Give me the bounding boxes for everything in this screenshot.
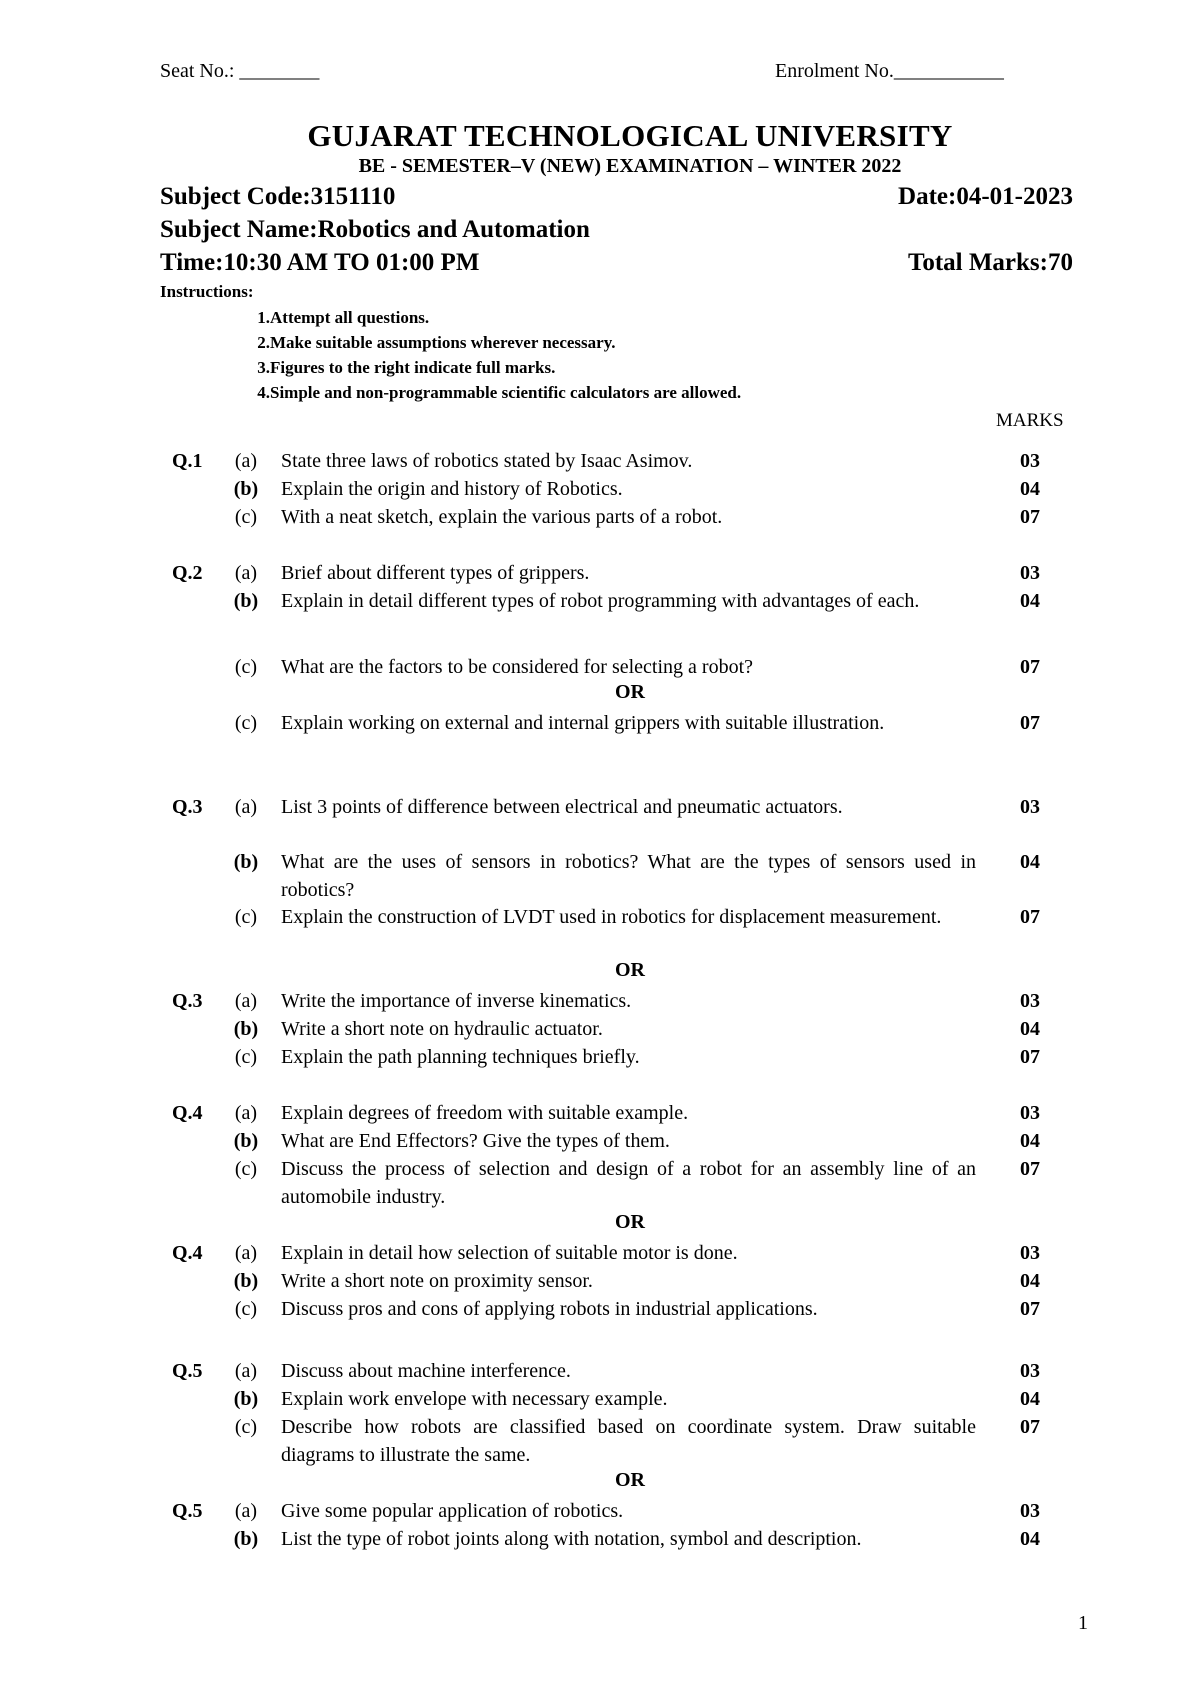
question-text: Explain the origin and history of Robotics. [281, 478, 623, 500]
question-marks: 07 [1020, 906, 1040, 928]
question-marks: 03 [1020, 796, 1040, 818]
question-number: Q.3 [172, 990, 203, 1012]
instruction-item: 1. Attempt all questions. [257, 308, 430, 327]
question-text: List 3 points of difference between electrical and pneumatic actuators. [281, 796, 843, 818]
question-text: State three laws of robotics stated by Isaac Asimov. [281, 450, 693, 472]
question-number: Q.5 [172, 1360, 203, 1382]
question-part: (c) [234, 506, 258, 528]
question-part: (b) [233, 1130, 259, 1152]
question-marks: 03 [1020, 990, 1040, 1012]
question-part: (b) [233, 478, 259, 500]
question-part: (c) [234, 656, 258, 678]
question-part: (a) [234, 562, 258, 584]
question-text: With a neat sketch, explain the various parts of a robot. [281, 506, 723, 528]
instruction-item: 4. Simple and non-programmable scientific calculators are allowed. [257, 383, 742, 402]
question-number: Q.2 [172, 562, 203, 584]
question-part: (c) [234, 906, 258, 928]
question-marks: 03 [1020, 1242, 1040, 1264]
marks-column-header: MARKS [996, 410, 1064, 431]
time-row [160, 249, 1073, 277]
question-part: (a) [234, 1500, 258, 1522]
question-part: (a) [234, 1102, 258, 1124]
question-part: (b) [233, 590, 259, 612]
question-marks: 03 [1020, 450, 1040, 472]
question-marks: 03 [1020, 1500, 1040, 1522]
question-number: Q.3 [172, 796, 203, 818]
or-separator: OR [615, 959, 645, 981]
question-marks: 07 [1020, 712, 1040, 734]
exam-title: BE - SEMESTER–V (NEW) EXAMINATION – WINTER 2022 [358, 155, 902, 177]
question-text: Explain in detail how selection of suitable motor is done. [281, 1242, 738, 1264]
question-part: (a) [234, 1360, 258, 1382]
or-separator: OR [615, 681, 645, 703]
question-part: (a) [234, 990, 258, 1012]
question-marks: 03 [1020, 1102, 1040, 1124]
question-text: What are the factors to be considered for selecting a robot? [281, 656, 754, 678]
question-marks: 07 [1020, 1298, 1040, 1320]
question-text: Discuss about machine interference. [281, 1360, 571, 1382]
question-text: Explain working on external and internal grippers with suitable illustration. [281, 712, 885, 734]
question-text: Explain the path planning techniques briefly. [281, 1046, 640, 1068]
question-marks: 07 [1020, 656, 1040, 678]
question-part: (c) [234, 1158, 258, 1180]
question-marks: 07 [1020, 506, 1040, 528]
question-marks: 04 [1020, 851, 1040, 873]
question-marks: 04 [1020, 478, 1040, 500]
enrolment-number-field: Enrolment No.___________ [775, 60, 1004, 82]
question-part: (c) [234, 1298, 258, 1320]
exam-time: Time:10:30 AM TO 01:00 PM [160, 249, 480, 276]
question-marks: 07 [1020, 1046, 1040, 1068]
seat-number-field: Seat No.: ________ [160, 60, 320, 82]
question-part: (c) [234, 1046, 258, 1068]
subject-code: Subject Code:3151110 [160, 183, 396, 210]
question-marks: 04 [1020, 1388, 1040, 1410]
question-marks: 03 [1020, 562, 1040, 584]
question-text: Explain work envelope with necessary example. [281, 1388, 668, 1410]
question-part: (a) [234, 450, 258, 472]
question-text: Describe how robots are classified based on coordinate system. Draw suitable diagrams to illustrate the same. [281, 1416, 976, 1466]
question-marks: 03 [1020, 1360, 1040, 1382]
or-separator: OR [615, 1469, 645, 1491]
question-text: List the type of robot joints along with notation, symbol and description. [281, 1528, 862, 1550]
subject-name: Subject Name:Robotics and Automation [160, 216, 590, 243]
question-part: (b) [233, 1270, 259, 1292]
instruction-item: 2. Make suitable assumptions wherever necessary. [257, 333, 616, 352]
question-text: Give some popular application of robotics. [281, 1500, 624, 1522]
total-marks: Total Marks:70 [907, 249, 1073, 276]
question-marks: 04 [1020, 1270, 1040, 1292]
question-number: Q.4 [172, 1102, 203, 1124]
question-text: Explain in detail different types of robot programming with advantages of each. [281, 590, 920, 612]
question-marks: 04 [1020, 1018, 1040, 1040]
instruction-item: 3. Figures to the right indicate full marks. [257, 358, 556, 377]
question-marks: 04 [1020, 590, 1040, 612]
subject-name-row [160, 216, 1073, 244]
question-part: (a) [234, 1242, 258, 1264]
question-marks: 04 [1020, 1130, 1040, 1152]
or-separator: OR [615, 1211, 645, 1233]
question-marks: 07 [1020, 1416, 1040, 1438]
page-number: 1 [1078, 1612, 1088, 1634]
instructions-title: Instructions: [160, 282, 254, 301]
question-part: (b) [233, 1018, 259, 1040]
question-part: (b) [233, 1388, 259, 1410]
question-text: Brief about different types of grippers. [281, 562, 590, 584]
question-marks: 04 [1020, 1528, 1040, 1550]
university-title: GUJARAT TECHNOLOGICAL UNIVERSITY [307, 118, 953, 153]
question-text: Explain the construction of LVDT used in robotics for displacement measurement. [281, 906, 942, 928]
question-text: Write the importance of inverse kinematics. [281, 990, 632, 1012]
question-number: Q.1 [172, 450, 203, 472]
question-part: (c) [234, 712, 258, 734]
question-text: Write a short note on proximity sensor. [281, 1270, 593, 1292]
question-text: Discuss the process of selection and design of a robot for an assembly line of an automobile industry. [281, 1158, 976, 1208]
question-text: What are the uses of sensors in robotics? What are the types of sensors used in robotics? [281, 851, 976, 901]
question-text: What are End Effectors? Give the types of them. [281, 1130, 670, 1152]
question-marks: 07 [1020, 1158, 1040, 1180]
subject-code-row [160, 183, 1073, 211]
question-text: Write a short note on hydraulic actuator. [281, 1018, 603, 1040]
question-part: (b) [233, 851, 259, 873]
question-number: Q.5 [172, 1500, 203, 1522]
exam-date: Date:04-01-2023 [898, 183, 1073, 210]
question-text: Explain degrees of freedom with suitable example. [281, 1102, 689, 1124]
question-number: Q.4 [172, 1242, 203, 1264]
question-part: (b) [233, 1528, 259, 1550]
question-part: (a) [234, 796, 258, 818]
question-text: Discuss pros and cons of applying robots in industrial applications. [281, 1298, 818, 1320]
question-part: (c) [234, 1416, 258, 1438]
